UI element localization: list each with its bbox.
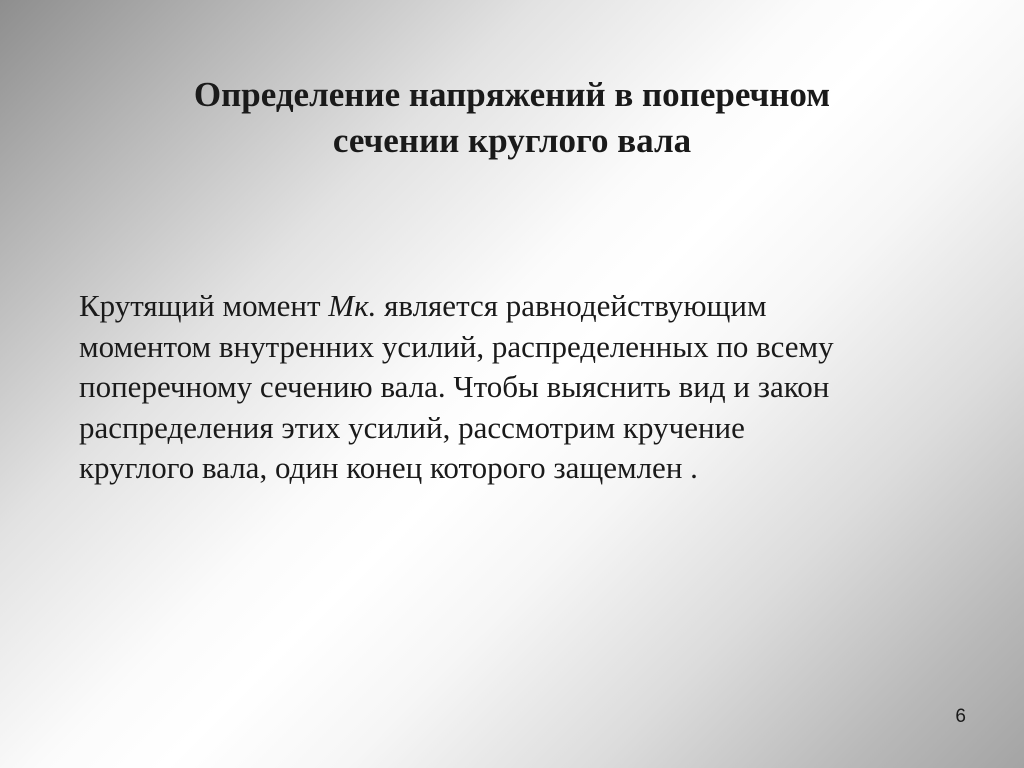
slide-title-line-1: Определение напряжений в поперечном (193, 75, 831, 114)
body-line-4: распределения этих усилий, рассмотрим кручение (79, 409, 745, 445)
body-line-1-end: является равнодействующим (376, 288, 767, 323)
torque-symbol: Мк. (328, 288, 377, 323)
slide-title (100, 72, 924, 164)
body-line-5: круглого вала, один конец которого защемлен . (79, 450, 698, 485)
page-number: 6 (955, 706, 966, 727)
slide-title-line-2: сечении круглого вала (332, 121, 692, 160)
slide-body-paragraph (79, 286, 959, 489)
body-line-3: поперечному сечению вала. Чтобы выяснить вид и закон (79, 369, 830, 404)
body-line-2: моментом внутренних усилий, распределенных по всему (79, 328, 834, 364)
body-line-1-start: Крутящий момент (79, 288, 329, 323)
body-line-1 (79, 286, 959, 327)
